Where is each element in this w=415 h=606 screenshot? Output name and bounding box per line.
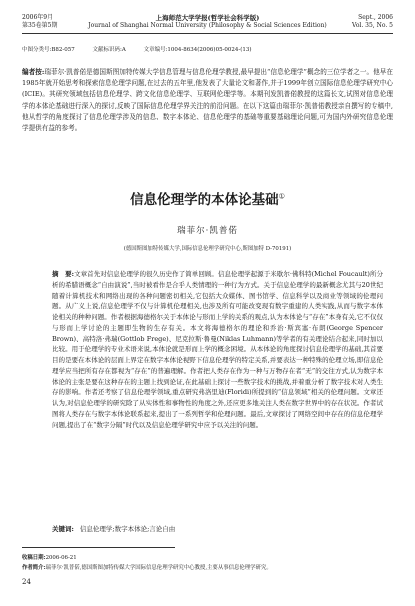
clc-code: 中图分类号:B82-057 bbox=[22, 47, 75, 53]
footnote-rule bbox=[22, 547, 175, 548]
issue-date-en: Sept., 2006 bbox=[358, 14, 393, 21]
article-title bbox=[0, 188, 415, 208]
article-meta bbox=[22, 45, 268, 53]
abstract bbox=[52, 269, 383, 430]
author-bio-text: 瑞菲尔·凯普偌,德国斯图加特传媒大学国际信息伦理学研究中心教授,主要从事信息伦理学研究。 bbox=[45, 564, 272, 571]
header-center bbox=[22, 14, 393, 30]
document-code: 文献标识码:A bbox=[92, 47, 126, 53]
received-date bbox=[22, 554, 272, 564]
keywords-label: 关键词: bbox=[52, 525, 74, 533]
issue-date: 2006年9月 bbox=[22, 14, 54, 21]
editor-note-text: 瑞菲尔·凯普偌是德国斯图加特传媒大学信息管理与信息伦理学教授,最早提出“信息伦理学”概念的三位学者之一。他早在1985年就开始思考和探索信息伦理学问题,在过去的五年里,他发表了大量论文和著作,并于1999年创立国际信息伦理学研究中心(ICIE)。其研究领域包括信息伦理学、跨文化信息伦理学、互联网伦理学等。本期刊发凯普偌教授的这篇长文,试图对信息伦理学的本体论基础进行深入的探讨,反映了国际信息伦理学界关注的前沿问题。在以下这篇由瑞菲尔·凯普偌教授亲自撰写的专稿中,他从哲学的角度探讨了信息伦理学涉及的信息、数字本体论、信息伦理学的基础等重要基础理论问题,可为国内外研究信息伦理学提供有益的参考。 bbox=[22, 68, 393, 133]
journal-name-en: Journal of Shanghai Normal University (Philosophy & Social Sciences Edition) bbox=[88, 22, 327, 29]
keywords-text: 信息伦理学;数字本体论;言论自由 bbox=[79, 525, 176, 533]
page-number: 24 bbox=[22, 578, 31, 586]
title-footnote-mark: ① bbox=[278, 192, 285, 201]
received-value: 2006-06-21 bbox=[45, 555, 77, 561]
article-number: 文章编号:1004-8634(2006)05-0024-(13) bbox=[143, 47, 252, 53]
author-bio-label: 作者简介: bbox=[22, 564, 46, 571]
editor-note bbox=[22, 67, 393, 134]
keywords bbox=[52, 524, 175, 533]
header-right bbox=[352, 14, 393, 30]
editor-note-label: 编者按: bbox=[22, 68, 45, 76]
article-title-text: 信息伦理学的本体论基础 bbox=[130, 192, 279, 208]
abstract-label: 摘 要: bbox=[52, 270, 75, 278]
volume-issue: 第35卷第5期 bbox=[22, 22, 58, 29]
abstract-text: 文章首先对信息伦理学的很久历史作了简单回顾。信息伦理学起源于米歇尔·佛科特(Michel Foucault)所分析的希腊语概念“自由演说”,当时被看作是合乎人类情理的一种行为方式。关于信息伦理学的最新概念尤其与20世纪随着计算机技术和网络出现的各种问题密切相关,它包括大众媒体、图书馆学、信息科学以及商业等领域的伦理问题。从广义上说,信息伦理学不仅与计算机伦理相关,也涉及所有可能改变现有数字重建的人类实践,从而与数字本体论相关的种种问题。作者根据海德格尔关于本体论与形而上学的关系的观点,认为本体论与“存在”本身有关,它不仅仅与形而上学讨论的主题即生物的生存有关。本文将海德格尔的理论和乔治·斯宾塞·布朗(George Spencer Brown)、高特洛·弗瑞(Gottlob Frege)、尼克拉斯·鲁曼(Niklas Luhmann)等学者的有关理论结合起来,同时加以比较。用于伦理学的专业术语来说,本体论就是形而上学的概念困境。从本体论的角度探讨信息伦理学的基础,其首要目的是要在本体论的层面上界定在数字本体论视野下信息伦理学的特定关系,并要表达一种特殊的伦理立场,即信息伦理学应当把所有存在都视为“存在”的普遍理解。作者把人类存在作为一种与万物存在者“无”的交往方式,认为数字本体论的主张是要在这种存在的主题上找到论证,在此基础上探讨一些数字技术的挑战,并着重分析了数字技术对人类生存的影响。作者还考察了信息伦理学领域,重点研究弗洛里迪(Floridi)所提到的“信息领域”相关的伦理问题。文章还认为,对信息伦理学的研究除了从实体性和事物性的角度之外,还应更多地关注人类在数字世界中的存在状况。作者试图将人类存在与数字本体论联系起来,提出了一系列哲学和伦理问题。最后,文章探讨了网络空间中存在的信息伦理学问题,提出了在“数字分隔”时代以及信息伦理学研究中应予以关注的问题。 bbox=[52, 270, 383, 429]
footnote bbox=[22, 554, 272, 573]
author-name: 瑞菲尔·凯普偌 bbox=[177, 226, 238, 236]
volume-issue-en: Vol. 35, No. 5 bbox=[352, 22, 393, 29]
author-affiliation: (德国斯图加特传媒大学,国际信息伦理学研究中心,斯图加特 D-70191) bbox=[123, 246, 292, 252]
received-label: 收稿日期: bbox=[22, 555, 46, 561]
header-rule bbox=[22, 33, 393, 34]
journal-name-zh: 上海师范大学学报(哲学社会科学版) bbox=[155, 14, 260, 22]
author-bio bbox=[22, 564, 272, 574]
